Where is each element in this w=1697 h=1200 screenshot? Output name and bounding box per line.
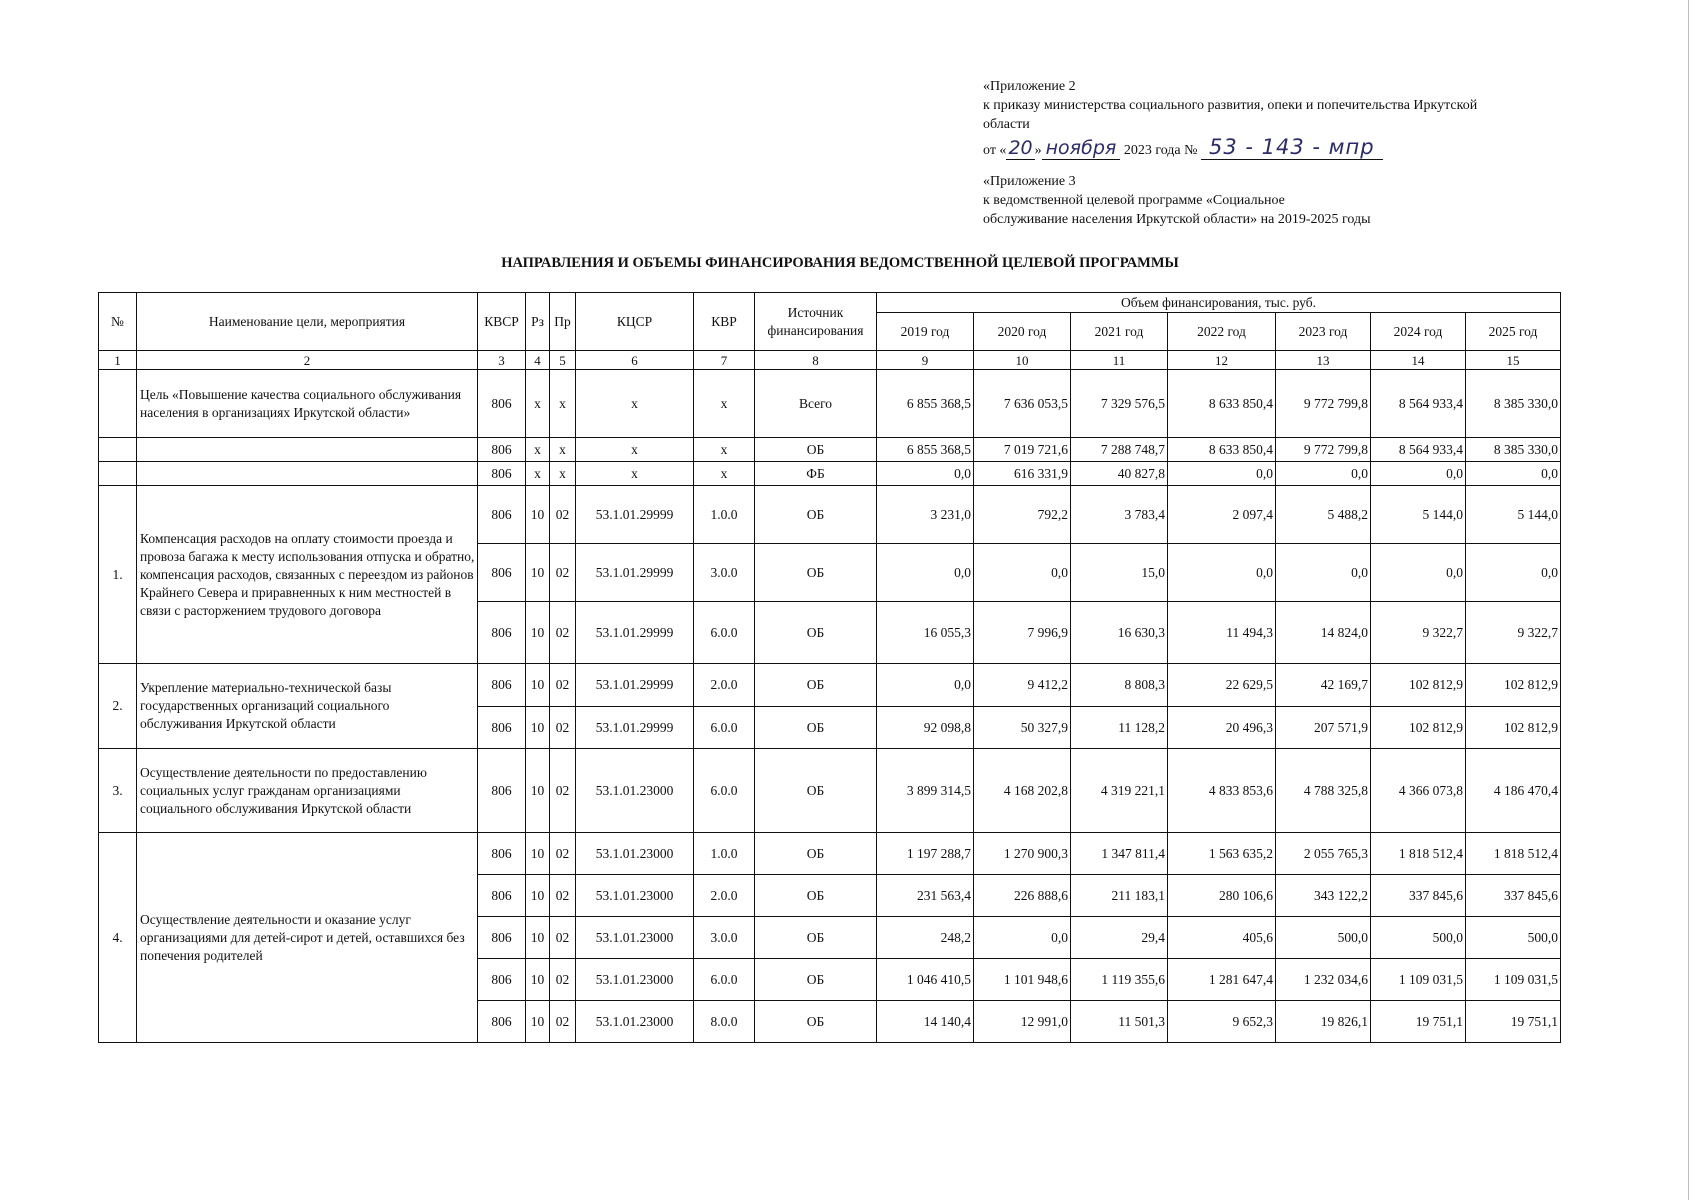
kcsr-cell: 53.1.01.29999	[576, 602, 694, 664]
amount-cell: 0,0	[974, 917, 1071, 959]
amount-cell: 20 496,3	[1168, 707, 1276, 749]
activity-row	[99, 486, 1561, 544]
kvr-cell: x	[694, 370, 755, 438]
header-year-2024: 2024 год	[1371, 313, 1466, 351]
amount-cell: 4 788 325,8	[1276, 749, 1371, 833]
rz-cell: x	[526, 370, 550, 438]
col-num: 2	[137, 351, 478, 370]
kvsr-cell: 806	[478, 749, 526, 833]
kcsr-cell: 53.1.01.23000	[576, 749, 694, 833]
activity-no-cell: 3.	[99, 749, 137, 833]
kcsr-cell: 53.1.01.23000	[576, 959, 694, 1001]
kvsr-cell: 806	[478, 664, 526, 707]
column-number-row	[99, 351, 1561, 370]
source-cell: ОБ	[755, 1001, 877, 1043]
kcsr-cell: 53.1.01.23000	[576, 1001, 694, 1043]
source-cell: ФБ	[755, 462, 877, 486]
header-volume: Объем финансирования, тыс. руб.	[877, 293, 1561, 313]
amount-cell: 8 633 850,4	[1168, 438, 1276, 462]
row-no-cell	[99, 438, 137, 462]
pr-cell: 02	[550, 917, 576, 959]
col-num: 13	[1276, 351, 1371, 370]
kcsr-cell: 53.1.01.29999	[576, 664, 694, 707]
source-cell: ОБ	[755, 917, 877, 959]
rz-cell: 10	[526, 486, 550, 544]
kvr-cell: 2.0.0	[694, 664, 755, 707]
amount-cell: 0,0	[974, 544, 1071, 602]
amount-cell: 102 812,9	[1466, 707, 1561, 749]
amount-cell: 5 488,2	[1276, 486, 1371, 544]
amount-cell: 231 563,4	[877, 875, 974, 917]
order-month-handwritten: ноября	[1042, 137, 1121, 160]
amount-cell: 5 144,0	[1466, 486, 1561, 544]
activity-name-cell: Осуществление деятельности и оказание услуг организациями для детей-сирот и детей, оставшихся без попечения родителей	[137, 833, 478, 1043]
kvsr-cell: 806	[478, 544, 526, 602]
kcsr-cell: 53.1.01.29999	[576, 486, 694, 544]
source-cell: ОБ	[755, 486, 877, 544]
col-num: 4	[526, 351, 550, 370]
amount-cell: 405,6	[1168, 917, 1276, 959]
kvr-cell: 8.0.0	[694, 1001, 755, 1043]
amount-cell: 9 652,3	[1168, 1001, 1276, 1043]
kcsr-cell: x	[576, 370, 694, 438]
order-year-label: 2023 года №	[1120, 143, 1201, 158]
kvsr-cell: 806	[478, 875, 526, 917]
amount-cell: 6 855 368,5	[877, 438, 974, 462]
activity-row	[99, 833, 1561, 875]
source-cell: ОБ	[755, 875, 877, 917]
pr-cell: 02	[550, 833, 576, 875]
activity-no-cell: 4.	[99, 833, 137, 1043]
amount-cell: 8 808,3	[1071, 664, 1168, 707]
row-no-cell	[99, 370, 137, 438]
source-cell: ОБ	[755, 959, 877, 1001]
header-name: Наименование цели, мероприятия	[137, 293, 478, 351]
order-region-line: области	[983, 117, 1030, 132]
amount-cell: 337 845,6	[1466, 875, 1561, 917]
amount-cell: 9 772 799,8	[1276, 370, 1371, 438]
amount-cell: 500,0	[1466, 917, 1561, 959]
kvr-cell: 2.0.0	[694, 875, 755, 917]
kvr-cell: 1.0.0	[694, 833, 755, 875]
order-date-line	[983, 134, 1543, 160]
amount-cell: 92 098,8	[877, 707, 974, 749]
amount-cell: 9 772 799,8	[1276, 438, 1371, 462]
header-year-2021: 2021 год	[1071, 313, 1168, 351]
kvsr-cell: 806	[478, 462, 526, 486]
kvsr-cell: 806	[478, 833, 526, 875]
order-from-label: от «	[983, 143, 1007, 158]
amount-cell: 11 494,3	[1168, 602, 1276, 664]
amount-cell: 1 232 034,6	[1276, 959, 1371, 1001]
amount-cell: 1 818 512,4	[1466, 833, 1561, 875]
appendix3-label: «Приложение 3	[983, 174, 1076, 189]
header-source: Источник финансирования	[755, 293, 877, 351]
amount-cell: 6 855 368,5	[877, 370, 974, 438]
program-line-1: к ведомственной целевой программе «Социальное	[983, 193, 1285, 208]
source-cell: ОБ	[755, 664, 877, 707]
goal-row	[99, 462, 1561, 486]
amount-cell: 4 366 073,8	[1371, 749, 1466, 833]
amount-cell: 9 412,2	[974, 664, 1071, 707]
col-num: 5	[550, 351, 576, 370]
amount-cell: 1 046 410,5	[877, 959, 974, 1001]
pr-cell: 02	[550, 602, 576, 664]
goal-row	[99, 438, 1561, 462]
goal-name-cell-empty	[137, 462, 478, 486]
amount-cell: 500,0	[1276, 917, 1371, 959]
amount-cell: 7 996,9	[974, 602, 1071, 664]
financing-table-body	[99, 370, 1561, 1043]
amount-cell: 0,0	[1168, 544, 1276, 602]
amount-cell: 1 119 355,6	[1071, 959, 1168, 1001]
amount-cell: 211 183,1	[1071, 875, 1168, 917]
header-pr: Пр	[550, 293, 576, 351]
amount-cell: 19 751,1	[1371, 1001, 1466, 1043]
kvr-cell: 3.0.0	[694, 917, 755, 959]
amount-cell: 1 270 900,3	[974, 833, 1071, 875]
col-num: 8	[755, 351, 877, 370]
amount-cell: 42 169,7	[1276, 664, 1371, 707]
amount-cell: 16 055,3	[877, 602, 974, 664]
col-num: 6	[576, 351, 694, 370]
rz-cell: 10	[526, 707, 550, 749]
col-num: 12	[1168, 351, 1276, 370]
pr-cell: x	[550, 462, 576, 486]
amount-cell: 1 109 031,5	[1371, 959, 1466, 1001]
kvsr-cell: 806	[478, 370, 526, 438]
amount-cell: 3 899 314,5	[877, 749, 974, 833]
amount-cell: 7 288 748,7	[1071, 438, 1168, 462]
amount-cell: 11 128,2	[1071, 707, 1168, 749]
pr-cell: 02	[550, 544, 576, 602]
order-to-line: к приказу министерства социального развития, опеки и попечительства Иркутской	[983, 98, 1478, 113]
activity-name-cell: Осуществление деятельности по предоставлению социальных услуг гражданам организациями социального обслуживания Иркутской области	[137, 749, 478, 833]
kvr-cell: 3.0.0	[694, 544, 755, 602]
kvsr-cell: 806	[478, 486, 526, 544]
amount-cell: 0,0	[877, 664, 974, 707]
amount-cell: 1 347 811,4	[1071, 833, 1168, 875]
amount-cell: 19 751,1	[1466, 1001, 1561, 1043]
amount-cell: 1 197 288,7	[877, 833, 974, 875]
amount-cell: 207 571,9	[1276, 707, 1371, 749]
amount-cell: 9 322,7	[1371, 602, 1466, 664]
source-cell: ОБ	[755, 833, 877, 875]
rz-cell: x	[526, 462, 550, 486]
amount-cell: 102 812,9	[1371, 664, 1466, 707]
amount-cell: 19 826,1	[1276, 1001, 1371, 1043]
kvsr-cell: 806	[478, 707, 526, 749]
amount-cell: 4 168 202,8	[974, 749, 1071, 833]
amount-cell: 1 563 635,2	[1168, 833, 1276, 875]
financing-table	[98, 292, 1561, 1043]
pr-cell: 02	[550, 875, 576, 917]
col-num: 10	[974, 351, 1071, 370]
rz-cell: 10	[526, 833, 550, 875]
kcsr-cell: 53.1.01.23000	[576, 917, 694, 959]
amount-cell: 29,4	[1071, 917, 1168, 959]
header-year-2023: 2023 год	[1276, 313, 1371, 351]
activity-no-cell: 2.	[99, 664, 137, 749]
amount-cell: 102 812,9	[1466, 664, 1561, 707]
order-day-handwritten: 20	[1008, 137, 1033, 159]
header-kvsr: КВСР	[478, 293, 526, 351]
kvsr-cell: 806	[478, 959, 526, 1001]
header-year-2020: 2020 год	[974, 313, 1071, 351]
col-num: 15	[1466, 351, 1561, 370]
source-cell: ОБ	[755, 438, 877, 462]
goal-name-cell-empty	[137, 438, 478, 462]
kcsr-cell: 53.1.01.29999	[576, 544, 694, 602]
pr-cell: x	[550, 438, 576, 462]
kcsr-cell: 53.1.01.23000	[576, 875, 694, 917]
program-line-2: обслуживание населения Иркутской области» на 2019-2025 годы	[983, 212, 1371, 227]
rz-cell: 10	[526, 959, 550, 1001]
amount-cell: 0,0	[1371, 544, 1466, 602]
goal-name-cell: Цель «Повышение качества социального обслуживания населения в организациях Иркутской области»	[137, 370, 478, 438]
rz-cell: 10	[526, 664, 550, 707]
rz-cell: 10	[526, 875, 550, 917]
pr-cell: 02	[550, 486, 576, 544]
amount-cell: 792,2	[974, 486, 1071, 544]
rz-cell: 10	[526, 1001, 550, 1043]
activity-no-cell: 1.	[99, 486, 137, 664]
col-num: 9	[877, 351, 974, 370]
rz-cell: 10	[526, 917, 550, 959]
amount-cell: 2 055 765,3	[1276, 833, 1371, 875]
amount-cell: 0,0	[1168, 462, 1276, 486]
source-cell: ОБ	[755, 749, 877, 833]
source-cell: Всего	[755, 370, 877, 438]
pr-cell: x	[550, 370, 576, 438]
amount-cell: 280 106,6	[1168, 875, 1276, 917]
source-cell: ОБ	[755, 602, 877, 664]
amount-cell: 0,0	[1466, 462, 1561, 486]
amount-cell: 7 329 576,5	[1071, 370, 1168, 438]
kvsr-cell: 806	[478, 1001, 526, 1043]
header-rz: Рз	[526, 293, 550, 351]
kcsr-cell: x	[576, 462, 694, 486]
kvr-cell: 6.0.0	[694, 749, 755, 833]
amount-cell: 102 812,9	[1371, 707, 1466, 749]
activity-row	[99, 749, 1561, 833]
pr-cell: 02	[550, 959, 576, 1001]
kcsr-cell: 53.1.01.23000	[576, 833, 694, 875]
kvsr-cell: 806	[478, 438, 526, 462]
rz-cell: 10	[526, 749, 550, 833]
pr-cell: 02	[550, 1001, 576, 1043]
amount-cell: 2 097,4	[1168, 486, 1276, 544]
amount-cell: 11 501,3	[1071, 1001, 1168, 1043]
amount-cell: 22 629,5	[1168, 664, 1276, 707]
source-cell: ОБ	[755, 544, 877, 602]
amount-cell: 7 019 721,6	[974, 438, 1071, 462]
row-no-cell	[99, 462, 137, 486]
amount-cell: 8 385 330,0	[1466, 370, 1561, 438]
amount-cell: 0,0	[1276, 544, 1371, 602]
amount-cell: 7 636 053,5	[974, 370, 1071, 438]
amount-cell: 50 327,9	[974, 707, 1071, 749]
amount-cell: 5 144,0	[1371, 486, 1466, 544]
pr-cell: 02	[550, 664, 576, 707]
amount-cell: 8 564 933,4	[1371, 438, 1466, 462]
header-kcsr: КЦСР	[576, 293, 694, 351]
amount-cell: 0,0	[1466, 544, 1561, 602]
amount-cell: 4 186 470,4	[1466, 749, 1561, 833]
activity-name-cell: Компенсация расходов на оплату стоимости проезда и провоза багажа к месту использования отпуска и обратно, компенсация расходов, связанных с переездом из районов Крайнего Севера и приравненных к ним местностей в связи с расторжением трудового договора	[137, 486, 478, 664]
amount-cell: 3 231,0	[877, 486, 974, 544]
kvsr-cell: 806	[478, 917, 526, 959]
pr-cell: 02	[550, 749, 576, 833]
amount-cell: 4 319 221,1	[1071, 749, 1168, 833]
activity-row	[99, 664, 1561, 707]
kvr-cell: 6.0.0	[694, 602, 755, 664]
document-title: НАПРАВЛЕНИЯ И ОБЪЕМЫ ФИНАНСИРОВАНИЯ ВЕДОМСТВЕННОЙ ЦЕЛЕВОЙ ПРОГРАММЫ	[501, 255, 1179, 271]
amount-cell: 3 783,4	[1071, 486, 1168, 544]
kvr-cell: x	[694, 438, 755, 462]
kvr-cell: 1.0.0	[694, 486, 755, 544]
amount-cell: 12 991,0	[974, 1001, 1071, 1043]
amount-cell: 15,0	[1071, 544, 1168, 602]
amount-cell: 1 281 647,4	[1168, 959, 1276, 1001]
kvsr-cell: 806	[478, 602, 526, 664]
amount-cell: 0,0	[877, 544, 974, 602]
kcsr-cell: 53.1.01.29999	[576, 707, 694, 749]
amount-cell: 616 331,9	[974, 462, 1071, 486]
amount-cell: 0,0	[877, 462, 974, 486]
amount-cell: 0,0	[1371, 462, 1466, 486]
amount-cell: 8 385 330,0	[1466, 438, 1561, 462]
pr-cell: 02	[550, 707, 576, 749]
col-num: 11	[1071, 351, 1168, 370]
rz-cell: 10	[526, 602, 550, 664]
source-cell: ОБ	[755, 707, 877, 749]
kcsr-cell: x	[576, 438, 694, 462]
header-year-2019: 2019 год	[877, 313, 974, 351]
amount-cell: 8 633 850,4	[1168, 370, 1276, 438]
amount-cell: 0,0	[1276, 462, 1371, 486]
amount-cell: 343 122,2	[1276, 875, 1371, 917]
amount-cell: 1 109 031,5	[1466, 959, 1561, 1001]
col-num: 1	[99, 351, 137, 370]
amount-cell: 337 845,6	[1371, 875, 1466, 917]
amount-cell: 248,2	[877, 917, 974, 959]
amount-cell: 1 101 948,6	[974, 959, 1071, 1001]
amount-cell: 14 824,0	[1276, 602, 1371, 664]
order-quote-close: »	[1034, 143, 1042, 158]
appendix2-label: «Приложение 2	[983, 79, 1076, 94]
amount-cell: 16 630,3	[1071, 602, 1168, 664]
rz-cell: 10	[526, 544, 550, 602]
kvr-cell: x	[694, 462, 755, 486]
amount-cell: 500,0	[1371, 917, 1466, 959]
goal-row	[99, 370, 1561, 438]
amount-cell: 226 888,6	[974, 875, 1071, 917]
order-number-handwritten: 53 - 143 - мпр	[1201, 135, 1383, 160]
col-num: 3	[478, 351, 526, 370]
header-year-2025: 2025 год	[1466, 313, 1561, 351]
col-num: 14	[1371, 351, 1466, 370]
appendix-header	[983, 77, 1543, 229]
page-edge-line	[1688, 0, 1689, 1200]
amount-cell: 1 818 512,4	[1371, 833, 1466, 875]
header-year-2022: 2022 год	[1168, 313, 1276, 351]
header-kvr: КВР	[694, 293, 755, 351]
kvr-cell: 6.0.0	[694, 959, 755, 1001]
amount-cell: 8 564 933,4	[1371, 370, 1466, 438]
kvr-cell: 6.0.0	[694, 707, 755, 749]
amount-cell: 14 140,4	[877, 1001, 974, 1043]
amount-cell: 4 833 853,6	[1168, 749, 1276, 833]
amount-cell: 9 322,7	[1466, 602, 1561, 664]
col-num: 7	[694, 351, 755, 370]
rz-cell: x	[526, 438, 550, 462]
activity-name-cell: Укрепление материально-технической базы государственных организаций социального обслуживания Иркутской области	[137, 664, 478, 749]
amount-cell: 40 827,8	[1071, 462, 1168, 486]
header-no: №	[99, 293, 137, 351]
